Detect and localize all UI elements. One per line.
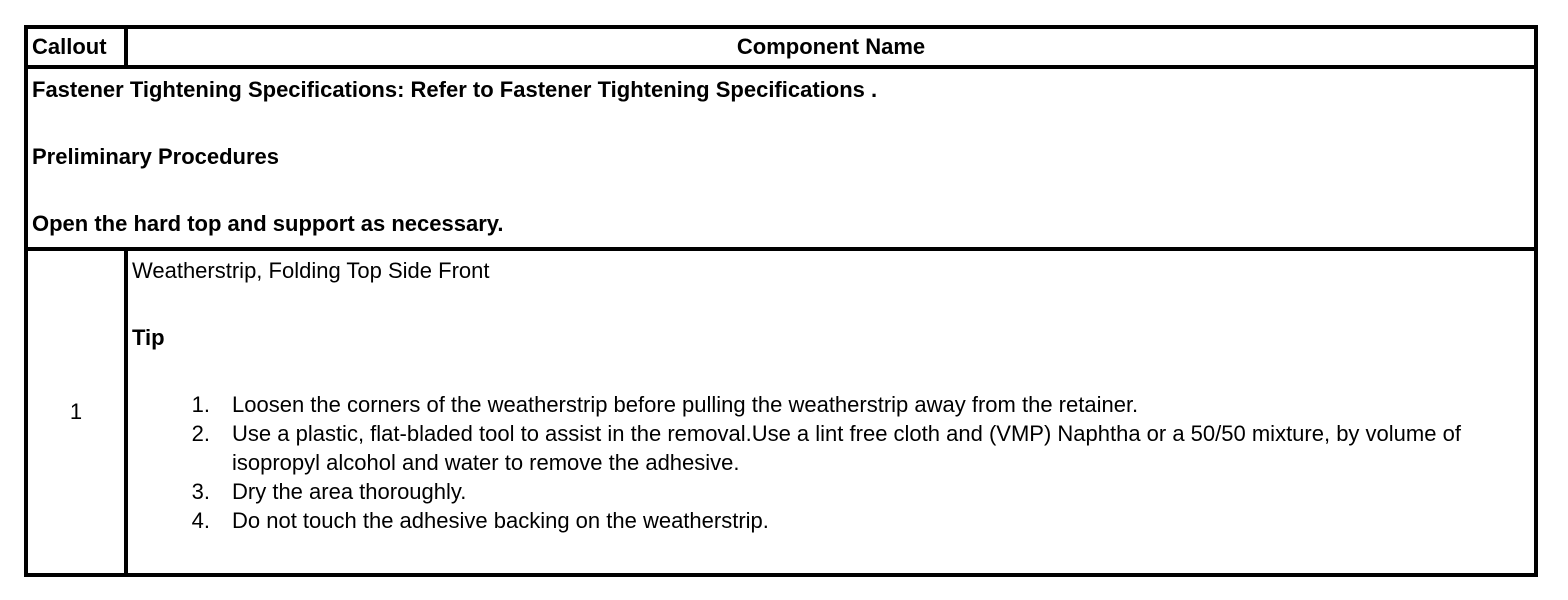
component-name-header: Component Name xyxy=(126,27,1536,67)
step-number: 2. xyxy=(191,421,210,446)
component-name: Weatherstrip, Folding Top Side Front xyxy=(132,258,490,283)
step-number: 1. xyxy=(191,392,210,417)
step-text: Loosen the corners of the weatherstrip before pulling the weatherstrip away from the retainer. xyxy=(232,392,1139,417)
step-number: 4. xyxy=(191,508,210,533)
tip-steps-list xyxy=(132,390,1534,535)
list-item xyxy=(132,419,1534,477)
fastener-spec-text: Fastener Tightening Specifications: Refer to Fastener Tightening Specifications . xyxy=(32,77,878,102)
header-row xyxy=(26,27,1536,67)
step-text: Use a plastic, flat-bladed tool to assist in the removal.Use a lint free cloth and (VMP) Naphtha or a 50/50 mixture, by volume of isopropyl alcohol and water to remove the adhesive. xyxy=(232,421,1461,475)
preliminary-row xyxy=(26,67,1536,249)
step-text: Dry the area thoroughly. xyxy=(232,479,467,504)
preliminary-step-text: Open the hard top and support as necessary. xyxy=(32,211,504,236)
callout-number: 1 xyxy=(26,249,126,575)
component-cell xyxy=(126,249,1536,575)
callout-header: Callout xyxy=(26,27,126,67)
tip-label: Tip xyxy=(132,325,165,350)
step-text: Do not touch the adhesive backing on the weatherstrip. xyxy=(232,508,769,533)
preliminary-cell xyxy=(26,67,1536,249)
preliminary-procedures-title: Preliminary Procedures xyxy=(32,144,280,169)
list-item xyxy=(132,477,1534,506)
list-item xyxy=(132,390,1534,419)
table-row xyxy=(26,249,1536,575)
step-number: 3. xyxy=(191,479,210,504)
list-item xyxy=(132,506,1534,535)
procedure-table xyxy=(24,25,1538,577)
